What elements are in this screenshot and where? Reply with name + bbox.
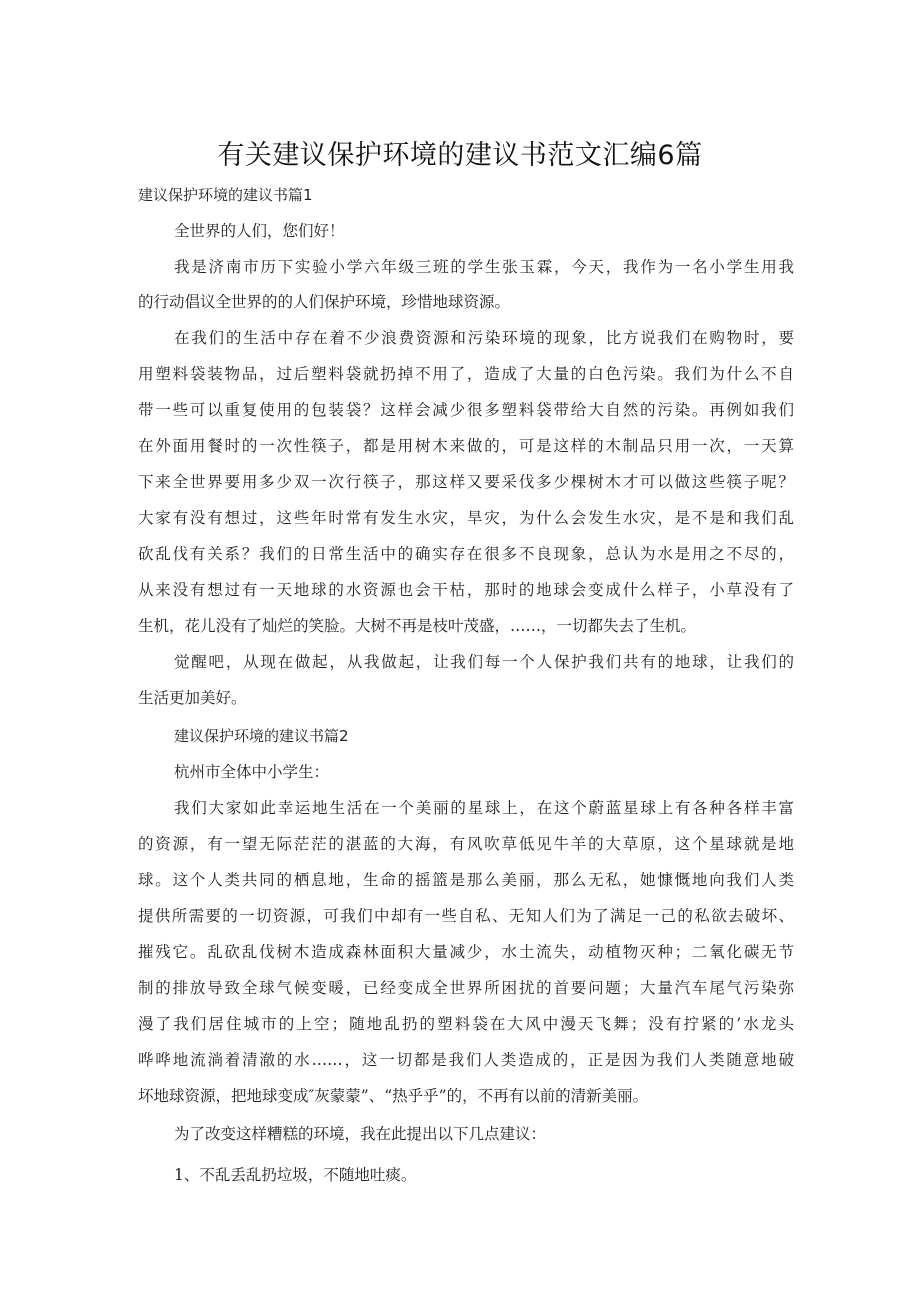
section-heading-2: 建议保护环境的建议书篇2 (174, 727, 349, 745)
paragraph-line: 漫了我们居住城市的上空；随地乱扔的塑料袋在大风中漫天飞舞；没有拧紧的’水龙头 (138, 1015, 794, 1033)
paragraph-line: 的资源，有一望无际茫茫的湛蓝的大海，有风吹草低见牛羊的大草原，这个星球就是地 (138, 835, 794, 853)
paragraph-line: 生活更加美好。 (138, 689, 247, 707)
document-title: 有关建议保护环境的建议书范文汇编6篇 (217, 140, 703, 171)
paragraph-line: 在我们的生活中存在着不少浪费资源和污染环境的现象，比方说我们在购物时，要 (174, 329, 794, 347)
paragraph-line: 在外面用餐时的一次性筷子，都是用树木来做的，可是这样的木制品只用一次，一天算 (138, 437, 794, 455)
greeting-1: 全世界的人们，您们好！ (174, 222, 345, 240)
paragraph-line: 坏地球资源，把地球变成″灰蒙蒙”、“热乎乎”的，不再有以前的清新美丽。 (138, 1087, 649, 1105)
paragraph-line: 为了改变这样糟糕的环境，我在此提出以下几点建议： (174, 1125, 547, 1143)
section-heading-1: 建议保护环境的建议书篇1 (138, 186, 313, 204)
paragraph-line: 摧残它。乱砍乱伐树木造成森林面积大量减少，水土流失，动植物灭种；二氧化碳无节 (138, 943, 794, 961)
paragraph-line: 我们大家如此幸运地生活在一个美丽的星球上，在这个蔚蓝星球上有各种各样丰富 (174, 799, 794, 817)
paragraph-line: 下来全世界要用多少双一次行筷子，那这样又要采伐多少棵树木才可以做这些筷子呢？ (138, 473, 794, 491)
paragraph-line: 提供所需要的一切资源，可我们中却有一些自私、无知人们为了满足一己的私欲去破坏、 (138, 907, 794, 925)
greeting-2: 杭州市全体中小学生： (174, 763, 330, 781)
list-item: 1、不乱丢乱扔垃圾，不随地吐痰。 (174, 1166, 417, 1184)
paragraph-line: 用塑料袋装物品，过后塑料袋就扔掉不用了，造成了大量的白色污染。我们为什么不自 (138, 365, 794, 383)
paragraph-line: 生机，花儿没有了灿烂的笑脸。大树不再是枝叶茂盛，……，一切都失去了生机。 (138, 617, 697, 635)
paragraph-line: 我是济南市历下实验小学六年级三班的学生张玉霖，今天，我作为一名小学生用我 (174, 258, 794, 276)
paragraph-line: 的行动倡议全世界的的人们保护环境，珍惜地球资源。 (138, 293, 511, 311)
paragraph-line: 制的排放导致全球气候变暖，已经变成全世界所困扰的首要问题；大量汽车尾气污染弥 (138, 979, 794, 997)
paragraph-line: 觉醒吧，从现在做起，从我做起，让我们每一个人保护我们共有的地球，让我们的 (174, 653, 794, 671)
paragraph-line: 从来没有想过有一天地球的水资源也会干枯，那时的地球会变成什么样子，小草没有了 (138, 581, 794, 599)
paragraph-line: 大家有没有想过，这些年时常有发生水灾，旱灾，为什么会发生水灾，是不是和我们乱 (138, 509, 794, 527)
paragraph-line: 砍乱伐有关系？我们的日常生活中的确实存在很多不良现象，总认为水是用之不尽的， (138, 545, 794, 563)
paragraph-line: 带一些可以重复使用的包装袋？这样会减少很多塑料袋带给大自然的污染。再例如我们 (138, 401, 794, 419)
paragraph-line: 球。这个人类共同的栖息地，生命的摇篮是那么美丽，那么无私，她慷慨地向我们人类 (138, 871, 794, 889)
paragraph-line: 哗哗地流淌着清澈的水……，这一切都是我们人类造成的，正是因为我们人类随意地破 (138, 1051, 794, 1069)
